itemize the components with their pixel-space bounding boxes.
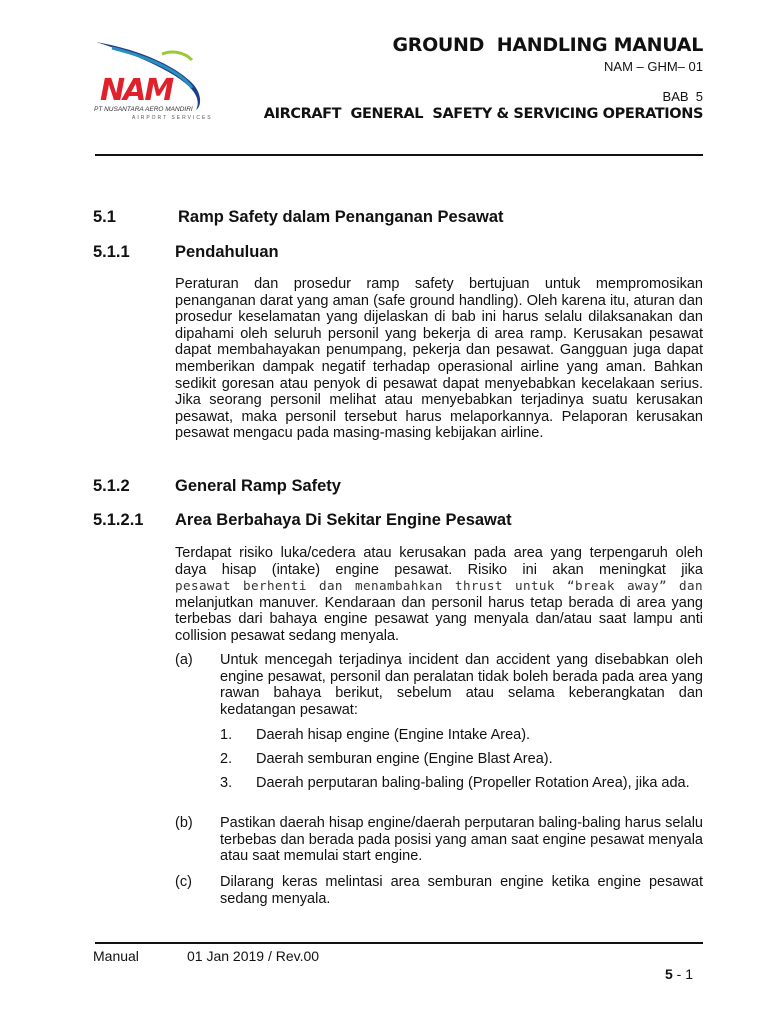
list-item-label: (c) <box>175 874 192 890</box>
page-separator: - <box>672 966 686 982</box>
header-divider <box>95 154 703 156</box>
list-item-label: (b) <box>175 815 193 831</box>
svg-text:NAM: NAM <box>100 73 173 108</box>
logo-company-name: PT NUSANTARA AERO MANDIRI <box>94 106 193 113</box>
section-title: Pendahuluan <box>175 243 279 261</box>
chapter-number: BAB 5 <box>662 89 703 104</box>
list-item-text: Untuk mencegah terjadinya incident dan accident yang disebabkan oleh engine pesawat, personil dan peralatan tidak boleh berada pada area yang rawan bahaya berikut, sebelum atau selama keberangkatan dan kedatangan pesawat: <box>220 652 703 718</box>
sub-list-item-text: Daerah hisap engine (Engine Intake Area). <box>256 727 531 743</box>
page-chapter: 5 <box>664 966 673 982</box>
list-item-text: Pastikan daerah hisap engine/daerah perputaran baling-baling harus selalu terbebas dan berada pada posisi yang aman saat engine pesawat menyala atau saat memulai start engine. <box>220 815 703 865</box>
sub-list-item-label: 3. <box>220 775 233 791</box>
sub-list-item <box>220 727 703 744</box>
document-code: NAM – GHM– 01 <box>604 59 703 74</box>
company-logo <box>92 38 222 130</box>
sub-list-item <box>220 775 703 792</box>
paragraph-part: pesawat berhenti dan menambahkan thrust untuk “break away” dan <box>175 578 703 594</box>
section-number: 5.1.2.1 <box>93 511 144 529</box>
section-title: Ramp Safety dalam Penanganan Pesawat <box>178 208 504 226</box>
paragraph-part: Terdapat risiko luka/cedera atau kerusakan pada area yang terpengaruh oleh daya hisap (intake) engine pesawat. Risiko ini akan meningkat jika <box>175 545 703 578</box>
footer-divider <box>95 942 703 944</box>
list-item-label: (a) <box>175 652 193 668</box>
footer-revision-date: 01 Jan 2019 / Rev.00 <box>187 948 320 964</box>
sub-list-item-text: Daerah semburan engine (Engine Blast Area). <box>256 751 553 767</box>
list-item <box>175 652 703 718</box>
page-number <box>665 966 693 982</box>
sub-list-item-label: 1. <box>220 727 233 743</box>
paragraph-introduction: Peraturan dan prosedur ramp safety bertujuan untuk mempromosikan penanganan darat yang aman (safe ground handling). Oleh karena itu, aturan dan prosedur keselamatan yang dijelaskan di bab ini harus selalu dilaksanakan dan dipahami oleh seluruh personil yang bekerja di area ramp. Kerusakan pesawat dapat membahayakan penumpang, pekerja dan pesawat. Gangguan juga dapat memberikan dampak negatif terhadap operasional airline yang aman. Bahkan sedikit goresan atau penyok di pesawat dapat menyebabkan kecelakaan serius. Jika seorang personil melihat atau menyebabkan terjadinya suatu kerusakan pesawat, maka personil tersebut harus melaporkannya. Pelaporan kerusakan pesawat mengacu pada masing-masing kebijakan airline. <box>175 276 703 442</box>
section-number: 5.1.1 <box>93 243 130 261</box>
list-item-text: Dilarang keras melintasi area semburan engine ketika engine pesawat sedang menyala. <box>220 874 703 907</box>
section-title: Area Berbahaya Di Sekitar Engine Pesawat <box>175 511 512 529</box>
sub-list-item <box>220 751 703 768</box>
section-number: 5.1 <box>93 208 116 226</box>
sub-list-item-label: 2. <box>220 751 233 767</box>
list-item <box>175 815 703 865</box>
list-item <box>175 874 703 907</box>
manual-title: GROUND HANDLING MANUAL <box>392 34 703 56</box>
paragraph-engine-hazard <box>175 545 703 645</box>
chapter-title: AIRCRAFT GENERAL SAFETY & SERVICING OPERATIONS <box>263 106 703 122</box>
page-num: 1 <box>685 966 693 982</box>
section-number: 5.1.2 <box>93 477 130 495</box>
paragraph-part: melanjutkan manuver. Kendaraan dan personil harus tetap berada di area yang terbebas dari bahaya engine pesawat yang menyala dan/atau saat lampu anti collision pesawat sedang menyala. <box>175 594 703 644</box>
footer-label: Manual <box>93 948 139 964</box>
section-title: General Ramp Safety <box>175 477 341 495</box>
sub-list-item-text: Daerah perputaran baling-baling (Propeller Rotation Area), jika ada. <box>256 775 690 791</box>
logo-tagline: AIRPORT SERVICES <box>132 115 213 121</box>
